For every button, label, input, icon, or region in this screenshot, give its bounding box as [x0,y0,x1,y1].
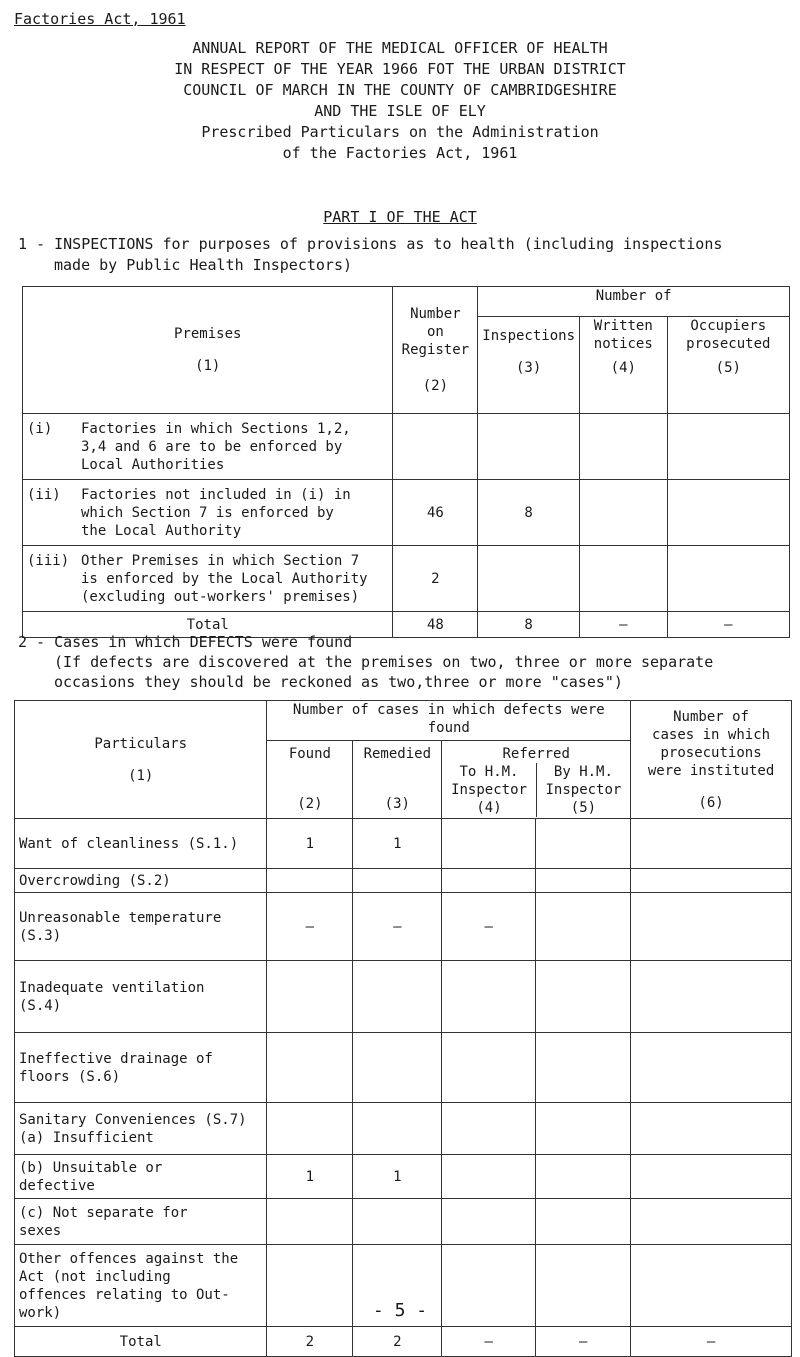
header-found-num: (2) [297,796,323,812]
cell-to-hm [442,819,536,869]
cell-by-hm [536,1033,631,1103]
cell-written [580,546,668,612]
header-by-hm-num: (5) [570,800,597,816]
cell-found [267,869,353,893]
total-prosecutions: – [631,1327,792,1357]
row-label: Unreasonable temperature (S.3) [15,893,267,961]
cell-found [267,1103,353,1155]
title-line: Prescribed Particulars on the Administration [201,123,599,141]
header-premises-num: (1) [195,358,221,374]
row-label [23,480,393,546]
header-referred-label: Referred [502,746,570,762]
header-inspections-num: (3) [515,360,542,377]
title-line: IN RESPECT OF THE YEAR 1966 FOT THE URBAN DISTRICT [174,60,626,78]
header-prosecutions-num: (6) [698,794,724,811]
title-line: ANNUAL REPORT OF THE MEDICAL OFFICER OF HEALTH [192,39,608,57]
header-occupiers-label: Occupiers prosecuted [686,318,771,353]
cell-found [267,1033,353,1103]
cell-by-hm [536,1103,631,1155]
header-register [393,287,478,414]
header-occupiers-prosecuted [667,317,789,414]
cell-to-hm [442,1033,536,1103]
table-row [15,1199,792,1245]
header-by-hm-label: By H.M. Inspector [545,764,622,798]
cell-prosecutions [631,1199,792,1245]
row-label: (c) Not separate for sexes [15,1199,267,1245]
row-label: Sanitary Conveniences (S.7) (a) Insufficient [15,1103,267,1155]
row-label: Ineffective drainage of floors (S.6) [15,1033,267,1103]
title-line: COUNCIL OF MARCH IN THE COUNTY OF CAMBRIDGESHIRE [183,81,617,99]
row-label [23,546,393,612]
table-row [15,893,792,961]
title-line: of the Factories Act, 1961 [282,144,518,162]
cell-prosecutions [631,1103,792,1155]
header-prosecutions-label: Number of cases in which prosecutions were instituted [647,708,775,779]
cell-prosecutions [631,869,792,893]
part-heading: PART I OF THE ACT [323,208,477,226]
row-label: (b) Unsuitable or defective [15,1155,267,1199]
header-occupiers-num: (5) [715,360,741,377]
cell-remedied: – [353,893,442,961]
cell-by-hm [536,893,631,961]
title-line: AND THE ISLE OF ELY [314,102,486,120]
report-title [80,38,720,164]
total-by-hm: – [536,1327,631,1357]
row-id: (iii) [27,552,70,569]
row-label: Inadequate ventilation (S.4) [15,961,267,1033]
cell-found: 1 [267,819,353,869]
inspections-table [22,286,790,638]
cell-prosecutions [631,1245,792,1327]
header-inspections [478,317,580,414]
table-row [23,546,790,612]
cell-register [393,414,478,480]
header-remedied [353,741,442,819]
section1-heading [18,234,722,276]
total-label: Total [23,612,393,638]
header-found-label: Found [288,746,331,762]
header-to-hm [442,763,535,817]
cell-found: 1 [267,1155,353,1199]
table-row [15,961,792,1033]
cell-by-hm [536,961,631,1033]
cell-to-hm [442,1155,536,1199]
header-remedied-label: Remedied [363,746,432,762]
cell-register: 46 [393,480,478,546]
header-particulars-num: (1) [128,767,154,784]
cell-prosecutions [631,1033,792,1103]
cell-by-hm [536,1199,631,1245]
header-remedied-num: (3) [384,796,410,812]
defects-table [14,700,792,1357]
row-text: Factories not included in (i) in which Section 7 is enforced by the Local Authority [81,486,351,539]
cell-prosecutions [631,961,792,1033]
total-register: 48 [393,612,478,638]
total-written: – [580,612,668,638]
row-text: Factories in which Sections 1,2, 3,4 and 6 are to be enforced by Local Authorities [81,420,351,473]
section2-heading [18,632,713,692]
row-label: Other offences against the Act (not including offences relating to Out- work) [15,1245,267,1327]
cell-prosecuted [667,546,789,612]
header-register-num: (2) [422,378,449,394]
cell-by-hm [536,1245,631,1327]
cell-to-hm [442,1199,536,1245]
section1-heading-line: made by Public Health Inspectors) [54,256,353,274]
cell-by-hm [536,1155,631,1199]
row-id: (ii) [27,486,61,503]
cell-found [267,1199,353,1245]
cell-by-hm [536,869,631,893]
section1-heading-line: 1 - INSPECTIONS for purposes of provisions as to health (including inspections [18,235,723,253]
cell-remedied [353,869,442,893]
section2-heading-line: occasions they should be reckoned as two,three or more "cases") [54,673,623,691]
cell-remedied [353,1199,442,1245]
cell-written [580,480,668,546]
total-remedied: 2 [353,1327,442,1357]
cell-to-hm: – [442,893,536,961]
cell-prosecutions [631,1155,792,1199]
total-row [15,1327,792,1357]
row-id: (i) [27,420,53,437]
cell-remedied [353,1103,442,1155]
cell-found [267,961,353,1033]
header-to-hm-label: To H.M. Inspector [451,764,527,798]
cell-prosecutions [631,819,792,869]
header-premises [23,287,393,414]
cell-inspections: 8 [478,480,580,546]
total-prosecuted: – [667,612,789,638]
cell-prosecutions [631,893,792,961]
cell-remedied: 1 [353,1155,442,1199]
header-particulars-label: Particulars [94,735,188,752]
header-written-num: (4) [610,360,636,377]
cell-remedied [353,1033,442,1103]
total-found: 2 [267,1327,353,1357]
total-inspections: 8 [478,612,580,638]
header-number-of: Number of [478,287,790,317]
header-premises-label: Premises [174,326,242,342]
table-row [23,414,790,480]
header-cases-found: Number of cases in which defects were found [267,701,631,741]
header-written-label: Written notices [593,318,653,353]
total-to-hm: – [442,1327,536,1357]
total-label: Total [15,1327,267,1357]
cell-register: 2 [393,546,478,612]
table-row [15,1103,792,1155]
header-inspections-label: Inspections [482,328,575,345]
cell-remedied: 1 [353,819,442,869]
row-label: Overcrowding (S.2) [15,869,267,893]
cell-to-hm [442,1103,536,1155]
cell-written [580,414,668,480]
cell-remedied [353,961,442,1033]
cell-to-hm [442,869,536,893]
header-prosecutions [631,701,792,819]
table-row [15,1155,792,1199]
cell-prosecuted [667,414,789,480]
header-referred [442,741,631,819]
row-text: Other Premises in which Section 7 is enforced by the Local Authority (excluding out-workers' premises) [81,552,368,605]
page-number: - 5 - [372,1300,428,1321]
cell-inspections [478,414,580,480]
header-particulars [15,701,267,819]
act-reference: Factories Act, 1961 [14,10,186,28]
section2-heading-line: 2 - Cases in which DEFECTS were found [18,633,353,651]
cell-inspections [478,546,580,612]
header-found [267,741,353,819]
header-written-notices [580,317,668,414]
cell-found: – [267,893,353,961]
cell-to-hm [442,961,536,1033]
cell-prosecuted [667,480,789,546]
header-register-label: Number on Register [401,306,470,358]
table-row [15,1033,792,1103]
table-row [23,480,790,546]
header-to-hm-num: (4) [476,800,502,816]
header-by-hm [536,763,630,817]
row-label [23,414,393,480]
table-row [15,869,792,893]
table-row [15,819,792,869]
section2-heading-line: (If defects are discovered at the premises on two, three or more separate [54,653,714,671]
row-label: Want of cleanliness (S.1.) [15,819,267,869]
cell-by-hm [536,819,631,869]
